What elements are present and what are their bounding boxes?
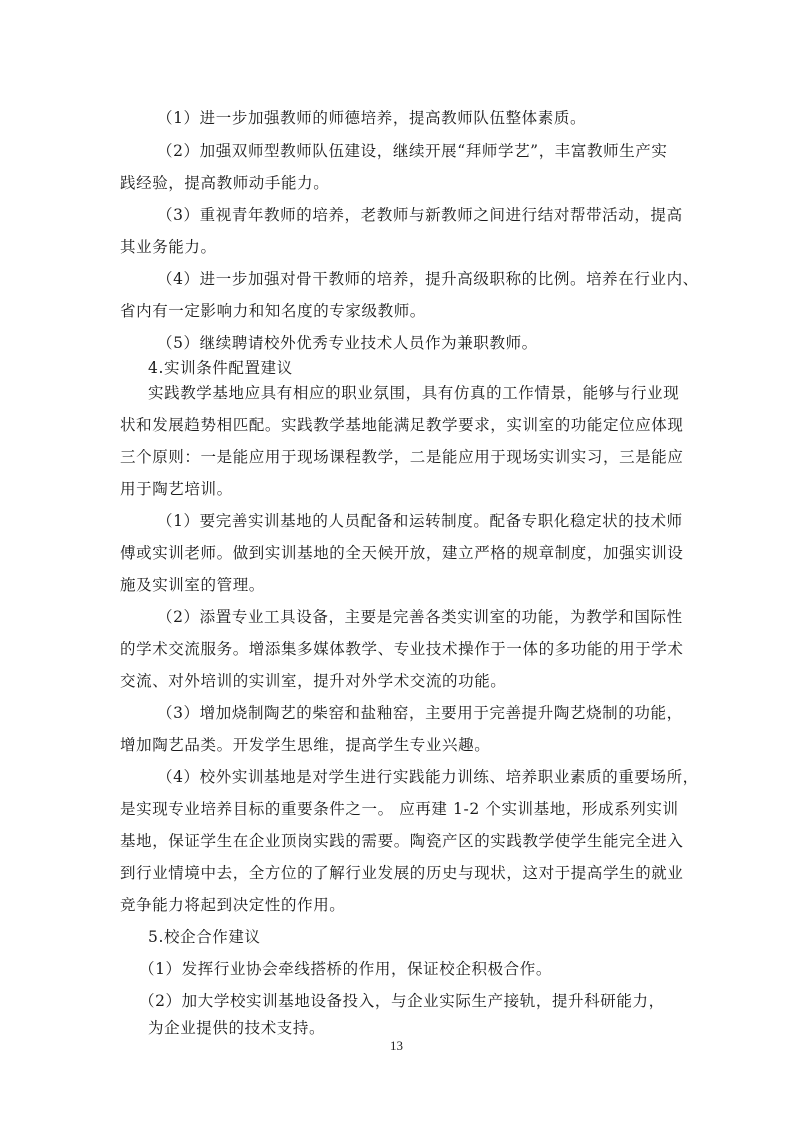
section-heading: 4.实训条件配置建议	[148, 359, 293, 377]
text-line: （4）校外实训基地是对学生进行实践能力训练、培养职业素质的重要场所，	[157, 768, 699, 786]
text-line: 交流、对外培训的实训室，提升对外学术交流的功能。	[120, 672, 507, 690]
text-line: 是实现专业培养目标的重要条件之一。 应再建 1-2 个实训基地，形成系列实训	[120, 800, 679, 818]
text-line: 傅或实训老师。做到实训基地的全天候开放，建立严格的规章制度，加强实训设	[120, 544, 684, 562]
text-line: 增加陶艺品类。开发学生思维，提高学生专业兴趣。	[120, 736, 491, 754]
text-line: 为企业提供的技术支持。	[148, 1019, 326, 1037]
text-line: （1）进一步加强教师的师德培养，提高教师队伍整体素质。	[157, 109, 587, 127]
text-line: 的学术交流服务。增添集多媒体教学、专业技术操作于一体的多功能的用于学术	[120, 640, 684, 658]
text-line: 实践教学基地应具有相应的职业氛围，具有仿真的工作情景，能够与行业现	[148, 384, 680, 402]
text-line: 其业务能力。	[120, 238, 217, 256]
text-line: 基地，保证学生在企业顶岗实践的需要。陶瓷产区的实践教学使学生能完全进入	[120, 832, 684, 850]
text-line: （5）继续聘请校外优秀专业技术人员作为兼职教师。	[157, 334, 538, 352]
section-heading: 5.校企合作建议	[148, 928, 261, 946]
text-line: 施及实训室的管理。	[120, 576, 265, 594]
text-line: （2）添置专业工具设备，主要是完善各类实训室的功能，为教学和国际性	[157, 608, 683, 626]
text-line: （1）发挥行业协会牵线搭桥的作用，保证校企积极合作。	[139, 960, 552, 978]
text-line: 三个原则：一是能应用于现场课程教学，二是能应用于现场实训实习，三是能应	[120, 448, 684, 466]
text-line: （3）重视青年教师的培养，老教师与新教师之间进行结对帮带活动，提高	[157, 206, 683, 224]
text-line: （2）加大学校实训基地设备投入，与企业实际生产接轨，提升科研能力，	[139, 992, 665, 1010]
text-line: 到行业情境中去，全方位的了解行业发展的历史与现状，这对于提高学生的就业	[120, 864, 684, 882]
text-line: 竞争能力将起到决定性的作用。	[120, 896, 346, 914]
text-line: （1）要完善实训基地的人员配备和运转制度。配备专职化稳定状的技术师	[157, 512, 683, 530]
text-line: （3）增加烧制陶艺的柴窑和盐釉窑，主要用于完善提升陶艺烧制的功能，	[157, 704, 683, 722]
text-line: 省内有一定影响力和知名度的专家级教师。	[120, 302, 426, 320]
text-line: （2）加强双师型教师队伍建设，继续开展“拜师学艺”，丰富教师生产实	[157, 142, 668, 160]
text-line: 状和发展趋势相匹配。实践教学基地能满足教学要求，实训室的功能定位应体现	[120, 416, 684, 434]
text-line: （4）进一步加强对骨干教师的培养，提升高级职称的比例。培养在行业内、	[157, 270, 699, 288]
text-line: 用于陶艺培训。	[120, 480, 233, 498]
page-number: 13	[390, 1038, 403, 1053]
text-line: 践经验，提高教师动手能力。	[120, 174, 330, 192]
